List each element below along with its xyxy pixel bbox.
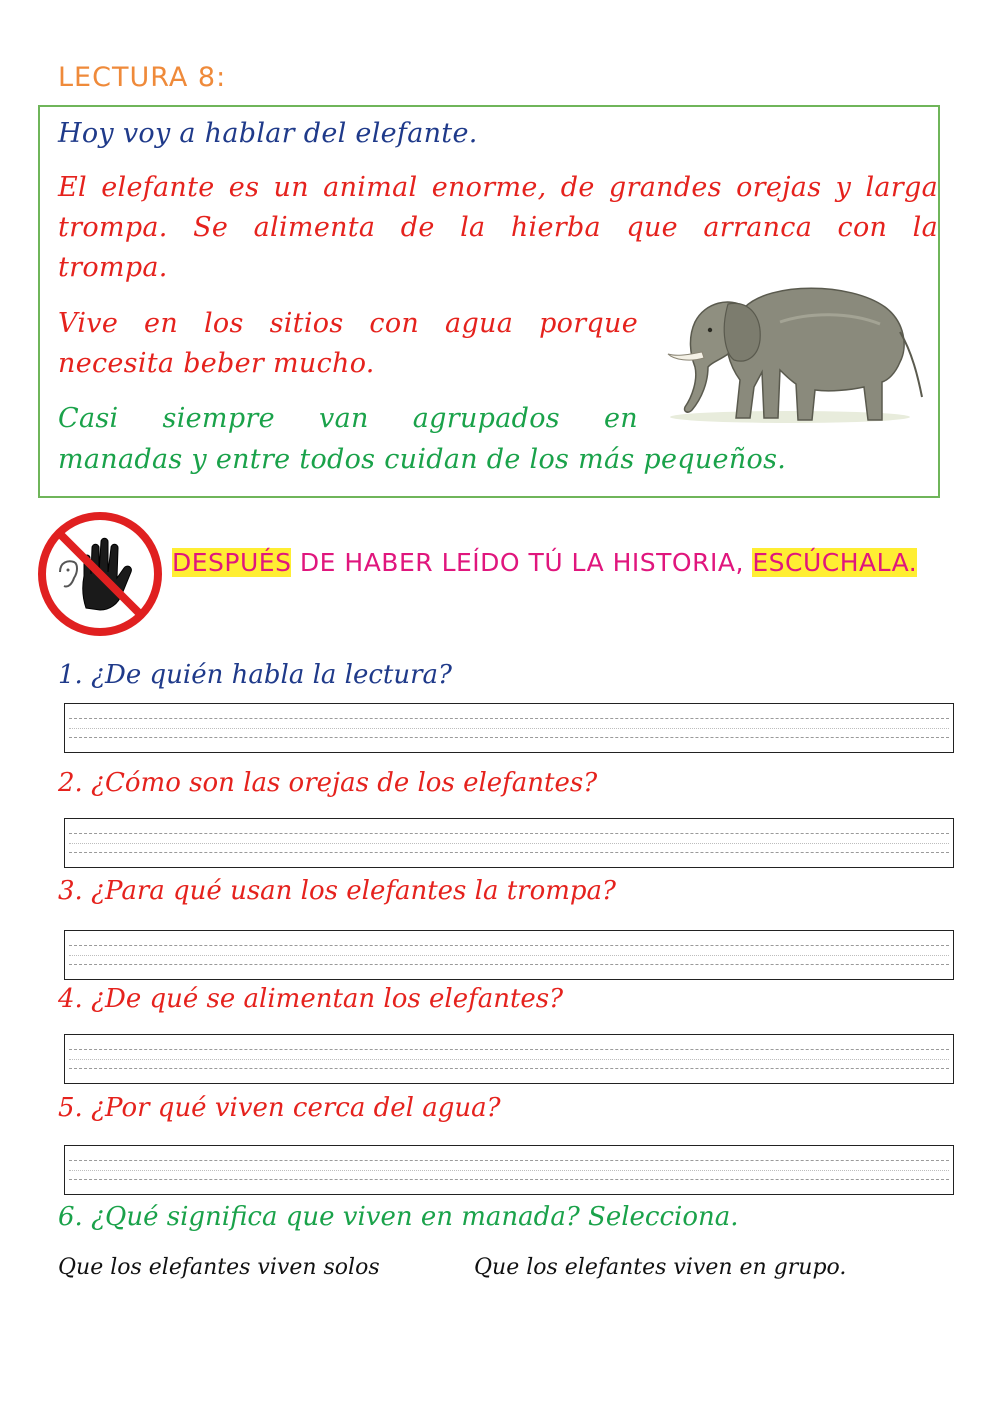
answer-box-4[interactable] [64, 1034, 954, 1084]
reading-p1-line3: trompa. [58, 252, 168, 283]
instruction-text [172, 548, 917, 577]
answer-box-1[interactable] [64, 703, 954, 753]
answer-box-3[interactable] [64, 930, 954, 980]
reading-p3-line2: manadas y entre todos cuidan de los más pequeños. [58, 444, 787, 475]
question-4: 4. ¿De qué se alimentan los elefantes? [58, 984, 564, 1014]
instruction-highlight-listen: ESCÚCHALA. [752, 548, 918, 577]
option-alone[interactable]: Que los elefantes viven solos [58, 1255, 380, 1280]
reading-p2-line1: Vive en los sitios con agua porque [58, 308, 638, 339]
answer-box-2[interactable] [64, 818, 954, 868]
question-2: 2. ¿Cómo son las orejas de los elefantes? [58, 768, 598, 798]
reading-p1-line1: El elefante es un animal enorme, de grandes orejas y larga [58, 172, 938, 203]
question-1: 1. ¿De quién habla la lectura? [58, 660, 452, 690]
question-3: 3. ¿Para qué usan los elefantes la trompa? [58, 876, 616, 906]
reading-p1-line2: trompa. Se alimenta de la hierba que arranca con la [58, 212, 938, 243]
page-title: LECTURA 8: [58, 62, 227, 93]
reading-p3-line1: Casi siempre van agrupados en [58, 403, 638, 434]
option-group[interactable]: Que los elefantes viven en grupo. [474, 1255, 847, 1280]
reading-p2-line2: necesita beber mucho. [58, 348, 375, 379]
question-5: 5. ¿Por qué viven cerca del agua? [58, 1093, 501, 1123]
question-6: 6. ¿Qué significa que viven en manada? Selecciona. [58, 1202, 739, 1232]
reading-intro: Hoy voy a hablar del elefante. [58, 118, 478, 149]
instruction-highlight-after: DESPUÉS [172, 548, 292, 577]
instruction-middle: DE HABER LEÍDO TÚ LA HISTORIA, [291, 548, 753, 577]
elephant-image [650, 262, 930, 437]
stop-hand-icon [38, 512, 162, 636]
answer-box-5[interactable] [64, 1145, 954, 1195]
